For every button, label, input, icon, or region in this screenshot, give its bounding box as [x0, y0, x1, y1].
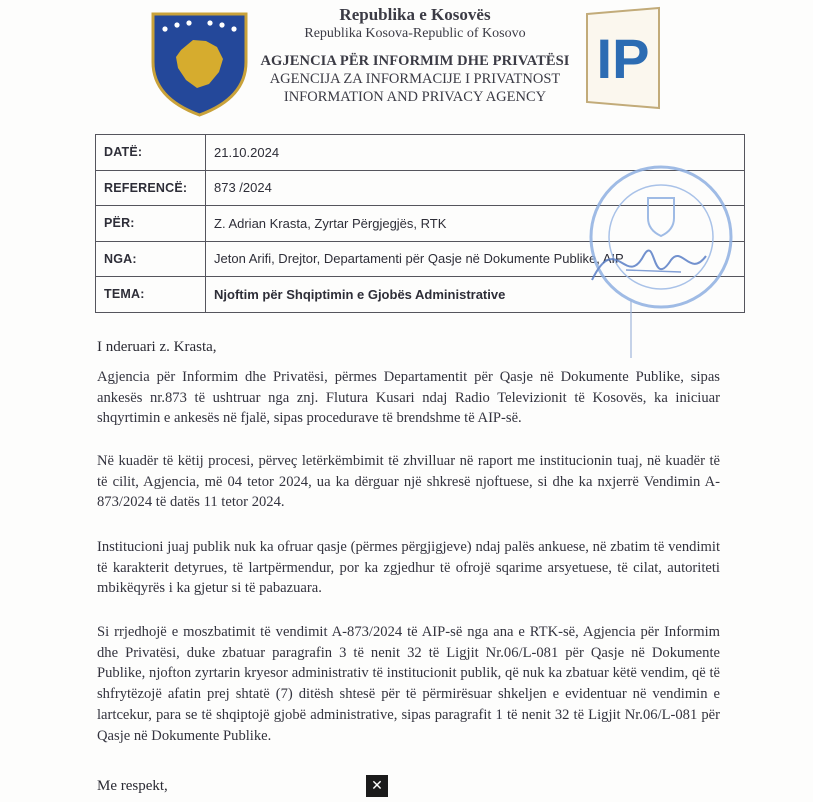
subject-value: Njoftim për Shqiptimin e Gjobës Administrative [206, 277, 745, 313]
ip-logo-text: IP [596, 27, 650, 90]
header-agency-name-en: INFORMATION AND PRIVACY AGENCY [283, 89, 547, 105]
ip-agency-logo-icon [583, 4, 663, 114]
kosovo-emblem-icon [151, 10, 248, 117]
stamp-mark [630, 300, 632, 358]
closing-text: Me respekt, [97, 778, 168, 794]
salutation: I nderuari z. Krasta, [97, 339, 217, 355]
header-country-subtitle: Republika Kosova-Republic of Kosovo [304, 26, 526, 41]
header-country-title: Republika e Kosovës [339, 5, 491, 24]
header-agency-name-sq: AGJENCIA PËR INFORMIM DHE PRIVATËSI [260, 53, 570, 69]
close-icon: ✕ [371, 778, 383, 794]
body-paragraph: Agjencia për Informim dhe Privatësi, përmes Departamentit për Qasje në Dokumente Publike, sipas ankesës nr.873 të ushtruar nga znj. Flutura Kusari ndaj Radio Televizionit të Kosovës, ka iniciuar shqyrtimin e ankesës në fjalë, sipas procedurave të brendshme të AIP-së. [97, 369, 720, 427]
subject-label: TEMA: [96, 277, 206, 313]
sender-value: Jeton Arifi, Drejtor, Departamenti për Qasje në Dokumente Publike, AIP [206, 241, 745, 277]
date-label: DATË: [96, 135, 206, 171]
body-paragraph: Si rrjedhojë e moszbatimit të vendimit A-873/2024 të AIP-së nga ana e RTK-së, Agjencia për Informim dhe Privatësi, duke zbatuar paragrafin 3 të nenit 32 të Ligjit Nr.06/L-081 për Qasje në Dokumente Publike, njofton zyrtarin kryesor administrativ të institucionit publik, që nuk ka zbatuar këtë vendim, që të shfrytëzojë afatin prej shtatë (7) ditësh shtesë për të përmirësuar shkeljen e evidentuar në vendimin e lartcekur, para se të shqiptojë gjobë administrative, sipas paragrafit 1 të nenit 32 të Ligjit Nr.06/L-081 për Qasje në Dokumente Publike. [97, 624, 720, 744]
recipient-label: PËR: [96, 206, 206, 242]
close-button[interactable] [366, 775, 388, 797]
official-stamp-icon [586, 160, 736, 315]
date-value: 21.10.2024 [206, 135, 745, 171]
body-paragraph: Institucioni juaj publik nuk ka ofruar qasje (përmes përgjigjeve) ndaj palës ankuese, në zbatim të vendimit të karakterit detyrues, të lartpërmendur, por ka zgjedhur të ofrojë sqarime arsyetuese, të cilat, autoriteti mbikëqyrës i ka gjetur si të pabazuara. [97, 539, 720, 597]
reference-label: REFERENCË: [96, 170, 206, 206]
header-agency-name-sr: AGENCIJA ZA INFORMACIJE I PRIVATNOST [269, 71, 561, 87]
sender-label: NGA: [96, 241, 206, 277]
reference-value: 873 /2024 [206, 170, 745, 206]
body-paragraph: Në kuadër të këtij procesi, përveç letërkëmbimit të zhvilluar në raport me institucionin tuaj, në kuadër të të cilit, Agjencia, më 04 tetor 2024, ua ka dërguar një shkresë njoftuese, si dhe ka nxjerrë Vendimin A-873/2024 të datës 11 tetor 2024. [97, 453, 720, 511]
recipient-value: Z. Adrian Krasta, Zyrtar Përgjegjës, RTK [206, 206, 745, 242]
